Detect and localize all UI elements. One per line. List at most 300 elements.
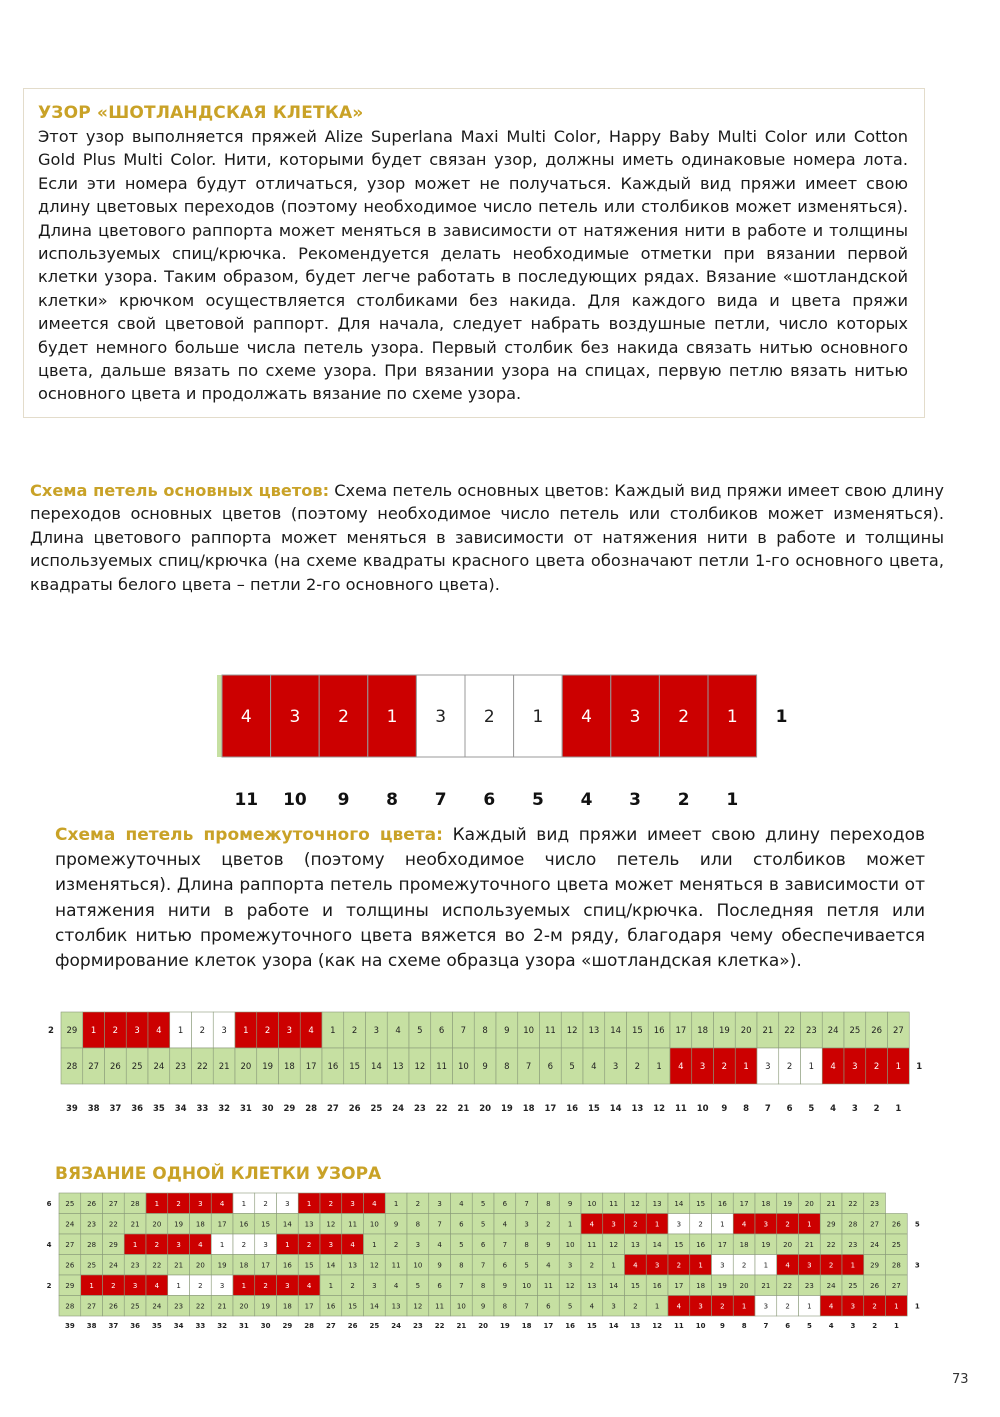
section-title: УЗОР «ШОТЛАНДСКАЯ КЛЕТКА» (38, 103, 364, 123)
cell-label: 26 (109, 1062, 121, 1073)
cell-label: 17 (261, 1261, 271, 1270)
cell-label: 22 (108, 1220, 118, 1229)
stitch-number: 32 (218, 1104, 231, 1114)
stitch-number: 36 (131, 1104, 144, 1114)
cell-label: 15 (348, 1302, 358, 1311)
stitch-number: 19 (500, 1322, 510, 1330)
cell-label: 23 (87, 1220, 97, 1229)
stitch-number: 32 (217, 1322, 227, 1330)
cell-label: 3 (765, 1062, 771, 1073)
stitch-number: 34 (174, 1104, 187, 1114)
stitch-number: 16 (566, 1104, 579, 1114)
cell-label: 2 (393, 1240, 399, 1249)
cell-label: 2 (176, 1199, 181, 1208)
cell-label: 29 (826, 1220, 836, 1229)
cell-label: 16 (326, 1302, 336, 1311)
cell-label: 3 (720, 1261, 725, 1270)
cell-label: 11 (543, 1281, 553, 1290)
cell-label: 5 (415, 1281, 421, 1290)
stitch-number: 29 (283, 1104, 296, 1114)
cell-label: 28 (66, 1062, 78, 1073)
cell-label: 4 (828, 1302, 834, 1311)
cell-label: 18 (761, 1199, 771, 1208)
cell-label: 14 (674, 1199, 684, 1208)
cell-label: 1 (328, 1281, 334, 1290)
stitch-number: 18 (522, 1104, 535, 1114)
cell-label: 14 (610, 1026, 622, 1037)
stitch-number: 9 (337, 790, 350, 810)
cell-label: 4 (676, 1302, 682, 1311)
cell-label: 9 (480, 1302, 486, 1311)
row-number: 1 (916, 1062, 923, 1073)
cell-label: 13 (391, 1302, 401, 1311)
stitch-number: 30 (261, 1104, 274, 1114)
cell-label: 22 (826, 1240, 836, 1249)
cell-label: 21 (826, 1199, 836, 1208)
cell-label: 1 (743, 1062, 749, 1073)
cell-label: 1 (241, 1281, 247, 1290)
row-number: 3 (914, 1261, 920, 1270)
cell-label: 24 (827, 1026, 839, 1037)
cell-label: 24 (153, 1062, 165, 1073)
cell-label: 28 (65, 1302, 75, 1311)
stitch-number: 8 (386, 790, 399, 810)
cell-label: 21 (761, 1281, 771, 1290)
cell-label: 21 (804, 1240, 814, 1249)
cell-label: 4 (502, 1220, 508, 1229)
stitch-number: 30 (260, 1322, 271, 1330)
cell-label: 17 (674, 1281, 684, 1290)
cell-label: 1 (330, 1026, 336, 1037)
cell-label: 6 (459, 1220, 464, 1229)
cell-label: 3 (289, 707, 301, 727)
cell-label: 2 (872, 1302, 877, 1311)
cell-label: 17 (305, 1062, 317, 1073)
stitch-number: 25 (369, 1322, 380, 1330)
cell-label: 3 (437, 1199, 442, 1208)
cell-label: 1 (285, 1240, 290, 1249)
cell-label: 6 (502, 1261, 508, 1270)
stitch-number: 21 (457, 1104, 470, 1114)
cell-label: 8 (415, 1220, 421, 1229)
stitch-number: 37 (109, 1104, 122, 1114)
cell-label: 2 (154, 1240, 160, 1249)
cell-label: 4 (589, 1220, 595, 1229)
cell-label: 5 (417, 1026, 423, 1037)
cell-label: 2 (720, 1302, 725, 1311)
cell-label: 15 (631, 1026, 643, 1037)
stitch-number: 29 (282, 1322, 293, 1330)
cell-label: 1 (894, 1302, 899, 1311)
stitch-number: 28 (305, 1104, 318, 1114)
cell-label: 4 (198, 1240, 203, 1249)
cell-label: 4 (350, 1240, 355, 1249)
stitch-number: 3 (851, 1104, 858, 1114)
cell-label: 14 (282, 1220, 292, 1229)
cell-label: 10 (587, 1199, 597, 1208)
cell-label: 8 (546, 1199, 551, 1208)
cell-label: 21 (762, 1026, 774, 1037)
stitch-number: 17 (543, 1322, 554, 1330)
cell-label: 29 (66, 1026, 78, 1037)
cell-label: 15 (261, 1220, 271, 1229)
cell-label: 5 (480, 1220, 486, 1229)
description-paragraph: Этот узор выполняется пряжей Alize Superlana Maxi Multi Color, Happy Baby Multi Color или Cotton Gold Plus Multi Color. Нити, которыми будет связан узор, должны иметь одинаковые номера лота. Если эти номера будут отличаться, узор может не получаться. Каждый вид пряжи имеет свою длину цветовых переходов (поэтому необходимое число петель или столбиков может изменяться). Длина цветового раппорта может меняться в зависимости от натяжения нити в работе и толщины используемых спиц/крючка. Рекомендуется делать необходимые отметки при вязании первой клетки узора. Таким образом, будет легче работать в последующих рядах. Вязание «шотландской клетки» крючком осуществляется столбиками без накида. Для каждого вида и цвета пряжи имеется свой цветовой раппорт. Для начала, следует набрать воздушные петли, число которых будет немного больше числа петель узора. Первый столбик без накида связать нитью основного цвета, дальше вязать по схеме узора. При вязании узора на спицах, первую петлю вязать нитью основного цвета и продолжать вязание по схеме узора. (38, 127, 908, 404)
cell-label: 2 (589, 1261, 595, 1270)
cell-label: 16 (653, 1026, 665, 1037)
cell-label: 10 (369, 1220, 379, 1229)
cell-label: 23 (175, 1062, 187, 1073)
cell-label: 10 (523, 1026, 535, 1037)
cell-label: 27 (108, 1199, 118, 1208)
cell-label: 4 (830, 1062, 836, 1073)
stitch-number: 12 (653, 1104, 666, 1114)
stitch-number: 5 (531, 790, 544, 810)
cell-label: 26 (870, 1281, 880, 1290)
stitch-number: 39 (65, 1104, 78, 1114)
cell-label: 19 (718, 1026, 730, 1037)
cell-label: 5 (524, 1261, 529, 1270)
cell-label: 3 (698, 1302, 703, 1311)
cell-label: 3 (198, 1199, 203, 1208)
cell-label: 19 (261, 1302, 271, 1311)
cell-label: 3 (699, 1062, 706, 1073)
cell-label: 1 (763, 1261, 769, 1270)
stitch-number: 18 (521, 1322, 532, 1330)
cell-label: 1 (243, 1026, 249, 1037)
cell-label: 2 (828, 1261, 834, 1270)
cell-label: 4 (154, 1281, 160, 1290)
cell-label: 20 (739, 1281, 749, 1290)
stitch-number: 3 (629, 790, 642, 810)
cell-label: 13 (348, 1261, 358, 1270)
cell-label: 6 (547, 1062, 554, 1073)
main-colors-section (30, 479, 944, 596)
cell-label: 7 (480, 1261, 486, 1270)
cell-label: 11 (436, 1062, 448, 1073)
cell-label: 2 (633, 1302, 638, 1311)
stitch-number: 14 (608, 1322, 619, 1330)
cell-label: 3 (850, 1302, 856, 1311)
cell-label: 17 (304, 1302, 314, 1311)
cell-label: 2 (338, 707, 349, 727)
cell-label: 20 (783, 1240, 793, 1249)
cell-label: 3 (176, 1240, 181, 1249)
cell-label: 7 (524, 1199, 529, 1208)
stitch-number: 4 (830, 1104, 837, 1114)
stitch-number: 13 (631, 1104, 644, 1114)
cell-label: 3 (567, 1261, 573, 1270)
one-check-chart (0, 1190, 1000, 1340)
cell-label: 4 (591, 1062, 597, 1073)
stitch-number: 2 (677, 790, 690, 810)
cell-label: 12 (413, 1302, 423, 1311)
stitch-number: 2 (873, 1104, 880, 1114)
cell-label: 20 (804, 1199, 814, 1208)
cell-label: 10 (456, 1302, 466, 1311)
cell-label: 3 (134, 1026, 140, 1037)
cell-label: 19 (217, 1261, 227, 1270)
cell-label: 9 (482, 1062, 488, 1073)
cell-label: 2 (483, 707, 495, 727)
stitch-number: 38 (86, 1322, 97, 1330)
cell-label: 15 (696, 1199, 706, 1208)
cell-label: 26 (891, 1220, 901, 1229)
cell-label: 3 (328, 1240, 334, 1249)
cell-label: 2 (306, 1240, 312, 1249)
cell-label: 2 (415, 1199, 421, 1208)
cell-label: 22 (196, 1062, 208, 1073)
cell-label: 22 (195, 1302, 205, 1311)
cell-label: 11 (544, 1026, 556, 1037)
one-check-heading: ВЯЗАНИЕ ОДНОЙ КЛЕТКИ УЗОРА (55, 1164, 382, 1184)
stitch-number: 5 (806, 1322, 812, 1330)
cell-label: 1 (90, 1026, 97, 1037)
stitch-number: 20 (479, 1104, 492, 1114)
cell-label: 3 (350, 1199, 355, 1208)
stitch-number: 26 (348, 1104, 361, 1114)
cell-label: 5 (480, 1199, 486, 1208)
cell-label: 2 (241, 1240, 247, 1249)
cell-label: 12 (369, 1261, 379, 1270)
cell-label: 5 (569, 1062, 575, 1073)
intermediate-color-label: Схема петель промежуточного цвета: (55, 825, 443, 845)
cell-label: 3 (852, 1062, 858, 1073)
cell-label: 4 (589, 1302, 595, 1311)
cell-label: 1 (850, 1261, 856, 1270)
intermediate-color-text: Каждый вид пряжи имеет свою длину переходов промежуточных цветов (поэтому необходимое число петель или столбиков может изменяться). Длина раппорта петель промежуточного цвета может меняться в зависимости от натяжения нити в работе и толщины используемых спиц/крючка. Последняя петля или столбик нитью промежуточного цвета вяжется во 2-м ряду, благодаря чему обеспечивается формирование клеток узора (как на схеме образца узора «шотландская клетка»). (55, 825, 926, 972)
stitch-number: 3 (850, 1322, 856, 1330)
cell-label: 2 (546, 1220, 551, 1229)
stitch-number: 34 (173, 1322, 184, 1330)
stitch-number: 1 (726, 790, 739, 810)
cell-label: 2 (698, 1220, 703, 1229)
chart-edge-mark (217, 675, 222, 757)
cell-label: 24 (152, 1302, 162, 1311)
cell-label: 12 (630, 1199, 640, 1208)
cell-label: 1 (726, 707, 738, 727)
stitch-number: 14 (609, 1104, 622, 1114)
cell-label: 17 (675, 1026, 687, 1037)
cell-label: 28 (130, 1199, 140, 1208)
cell-label: 21 (174, 1261, 184, 1270)
cell-label: 5 (459, 1240, 464, 1249)
stitch-number: 12 (652, 1322, 662, 1330)
cell-label: 3 (286, 1026, 293, 1037)
cell-label: 2 (351, 1026, 358, 1037)
cell-label: 13 (392, 1062, 404, 1073)
cell-label: 2 (785, 1302, 790, 1311)
cell-label: 13 (304, 1220, 314, 1229)
stitch-number: 38 (87, 1104, 100, 1114)
cell-label: 24 (65, 1220, 75, 1229)
stitch-number: 23 (413, 1322, 423, 1330)
stitch-number: 7 (764, 1104, 771, 1114)
row-number: 6 (46, 1199, 52, 1208)
cell-label: 2 (111, 1281, 116, 1290)
stitch-number: 17 (544, 1104, 557, 1114)
stitch-number: 4 (828, 1322, 834, 1330)
cell-label: 27 (870, 1220, 880, 1229)
cell-label: 1 (89, 1281, 94, 1290)
cell-label: 3 (611, 1302, 616, 1311)
cell-label: 3 (629, 707, 641, 727)
stitch-number: 7 (763, 1322, 769, 1330)
cell-label: 14 (326, 1261, 336, 1270)
cell-label: 2 (634, 1062, 641, 1073)
row-number: 2 (46, 1281, 52, 1290)
cell-label: 26 (871, 1026, 883, 1037)
cell-label: 24 (108, 1261, 118, 1270)
cell-label: 27 (892, 1026, 904, 1037)
stitch-number: 28 (304, 1322, 314, 1330)
cell-label: 23 (804, 1281, 814, 1290)
stitch-number: 16 (565, 1322, 575, 1330)
cell-label: 1 (176, 1281, 181, 1290)
cell-label: 13 (587, 1281, 597, 1290)
stitch-number: 24 (392, 1104, 405, 1114)
stitch-number: 37 (108, 1322, 119, 1330)
cell-label: 27 (87, 1302, 97, 1311)
cell-label: 26 (87, 1199, 97, 1208)
cell-label: 18 (195, 1220, 205, 1229)
cell-label: 5 (567, 1302, 573, 1311)
stitch-number: 24 (391, 1322, 401, 1330)
cell-label: 6 (480, 1240, 486, 1249)
cell-label: 3 (285, 1281, 290, 1290)
cell-label: 4 (395, 1026, 401, 1037)
cell-label: 23 (870, 1199, 880, 1208)
stitch-number: 5 (808, 1104, 815, 1114)
cell-label: 1 (241, 1199, 247, 1208)
cell-label: 2 (633, 1220, 638, 1229)
stitch-number: 10 (695, 1322, 706, 1330)
cell-label: 4 (785, 1261, 790, 1270)
cell-label: 9 (502, 1281, 508, 1290)
cell-label: 3 (676, 1220, 682, 1229)
cell-label: 28 (848, 1220, 858, 1229)
cell-label: 16 (717, 1199, 727, 1208)
stitch-number: 33 (195, 1322, 206, 1330)
cell-label: 15 (349, 1062, 361, 1073)
stitch-number: 11 (674, 1104, 687, 1114)
cell-label: 27 (65, 1240, 75, 1249)
cell-label: 27 (891, 1281, 901, 1290)
cell-label: 1 (808, 1062, 815, 1073)
stitch-number: 19 (500, 1104, 513, 1114)
cell-label: 22 (152, 1261, 162, 1270)
stitch-number: 11 (234, 790, 259, 810)
cell-label: 21 (130, 1220, 140, 1229)
stitch-number: 9 (721, 1104, 728, 1114)
cell-label: 1 (372, 1240, 377, 1249)
cell-label: 4 (306, 1281, 312, 1290)
stitch-number: 11 (674, 1322, 684, 1330)
stitch-number: 23 (413, 1104, 426, 1114)
cell-label: 23 (805, 1026, 817, 1037)
cell-label: 7 (502, 1240, 508, 1249)
cell-label: 4 (546, 1261, 551, 1270)
cell-label: 6 (546, 1302, 551, 1311)
cell-label: 18 (739, 1240, 749, 1249)
cell-label: 15 (630, 1281, 640, 1290)
cell-label: 19 (717, 1281, 727, 1290)
cell-label: 3 (285, 1199, 290, 1208)
stitch-number: 26 (347, 1322, 358, 1330)
cell-label: 20 (740, 1026, 752, 1037)
cell-label: 1 (611, 1261, 616, 1270)
cell-label: 16 (282, 1261, 292, 1270)
cell-label: 20 (239, 1302, 249, 1311)
cell-label: 3 (763, 1220, 769, 1229)
cell-label: 7 (460, 1026, 467, 1037)
stitch-number: 9 (719, 1322, 725, 1330)
cell-label: 8 (524, 1240, 529, 1249)
cell-label: 14 (370, 1062, 382, 1073)
cell-label: 2 (198, 1281, 203, 1290)
stitch-number: 35 (152, 1104, 165, 1114)
stitch-number: 31 (239, 1322, 249, 1330)
cell-label: 25 (65, 1199, 75, 1208)
cell-label: 23 (130, 1261, 140, 1270)
cell-label: 4 (393, 1281, 399, 1290)
cell-label: 4 (372, 1199, 377, 1208)
cell-label: 2 (199, 1026, 206, 1037)
cell-label: 2 (263, 1281, 268, 1290)
cell-label: 1 (698, 1261, 703, 1270)
cell-label: 20 (152, 1220, 162, 1229)
cell-label: 19 (262, 1062, 274, 1073)
cell-label: 2 (676, 1261, 682, 1270)
cell-label: 1 (154, 1199, 160, 1208)
cell-label: 8 (504, 1062, 510, 1073)
cell-label: 4 (678, 1062, 684, 1073)
cell-label: 25 (848, 1281, 858, 1290)
cell-label: 2 (678, 707, 690, 727)
cell-label: 20 (195, 1261, 205, 1270)
stitch-number: 15 (587, 1104, 600, 1114)
cell-label: 20 (240, 1062, 252, 1073)
cell-label: 2 (741, 1261, 747, 1270)
cell-label: 29 (870, 1261, 880, 1270)
cell-label: 19 (174, 1220, 184, 1229)
cell-label: 1 (393, 1199, 399, 1208)
cell-label: 6 (438, 1026, 445, 1037)
stitch-number: 6 (786, 1104, 793, 1114)
cell-label: 1 (654, 1302, 660, 1311)
stitch-number: 1 (893, 1322, 899, 1330)
cell-label: 22 (783, 1281, 793, 1290)
cell-label: 2 (786, 1062, 793, 1073)
cell-label: 16 (239, 1220, 249, 1229)
cell-label: 14 (652, 1240, 662, 1249)
cell-label: 6 (437, 1281, 442, 1290)
cell-label: 18 (239, 1261, 249, 1270)
cell-label: 12 (609, 1240, 619, 1249)
stitch-number: 39 (65, 1322, 75, 1330)
cell-label: 29 (108, 1240, 118, 1249)
cell-label: 2 (785, 1220, 790, 1229)
cell-label: 24 (826, 1281, 836, 1290)
cell-label: 4 (308, 1026, 314, 1037)
stitch-number: 13 (630, 1322, 641, 1330)
cell-label: 25 (849, 1026, 861, 1037)
cell-label: 1 (807, 1220, 812, 1229)
cell-label: 11 (348, 1220, 358, 1229)
cell-label: 16 (327, 1062, 339, 1073)
cell-label: 9 (567, 1199, 573, 1208)
intermediate-color-chart (0, 1008, 1000, 1118)
